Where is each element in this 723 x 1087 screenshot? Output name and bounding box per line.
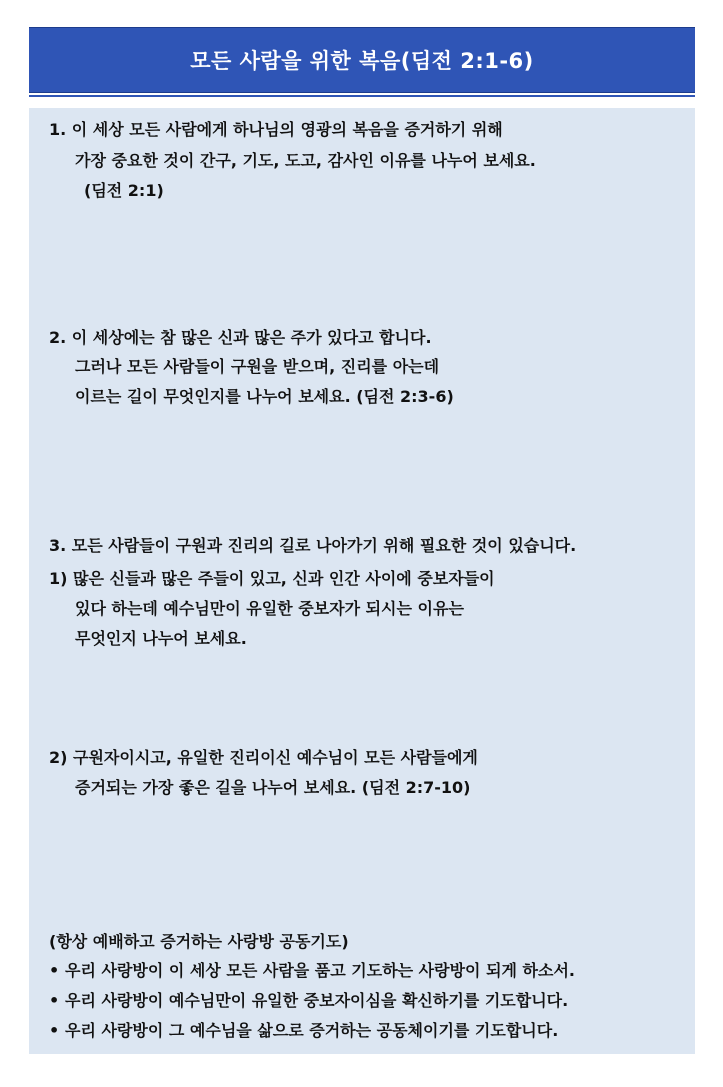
title-underline <box>29 95 695 97</box>
prayer-item-text: 우리 사랑방이 그 예수님을 삶으로 증거하는 공동체이기를 기도합니다. <box>65 1021 559 1040</box>
question-3-sub-2-line-2: 증거되는 가장 좋은 길을 나누어 보세요. (딤전 2:7-10) <box>75 778 471 797</box>
question-3-intro: 3. 모든 사람들이 구원과 진리의 길로 나아가기 위해 필요한 것이 있습니다. <box>49 536 577 555</box>
question-3-sub-1-line-3: 무엇인지 나누어 보세요. <box>75 629 247 648</box>
question-1-line-1: 1. 이 세상 모든 사람에게 하나님의 영광의 복음을 증거하기 위해 <box>49 120 503 139</box>
question-1-reference: (딤전 2:1) <box>84 181 164 200</box>
prayer-item <box>49 961 575 981</box>
bullet-icon: • <box>49 1021 60 1040</box>
prayer-item-text: 우리 사랑방이 이 세상 모든 사람을 품고 기도하는 사랑방이 되게 하소서. <box>65 961 576 980</box>
bullet-icon: • <box>49 961 60 980</box>
question-1-line-2: 가장 중요한 것이 간구, 기도, 도고, 감사인 이유를 나누어 보세요. <box>75 151 536 170</box>
prayer-item <box>49 991 568 1011</box>
question-3-sub-2-line-1: 2) 구원자이시고, 유일한 진리이신 예수님이 모든 사람들에게 <box>49 748 478 767</box>
question-2-line-3: 이르는 길이 무엇인지를 나누어 보세요. (딤전 2:3-6) <box>75 387 454 406</box>
question-2-line-1: 2. 이 세상에는 참 많은 신과 많은 주가 있다고 합니다. <box>49 328 432 347</box>
question-2-line-2: 그러나 모든 사람들이 구원을 받으며, 진리를 아는데 <box>75 357 440 376</box>
prayer-item-text: 우리 사랑방이 예수님만이 유일한 중보자이심을 확신하기를 기도합니다. <box>65 991 569 1010</box>
title-bar <box>29 27 695 93</box>
page-title: 모든 사람을 위한 복음(딤전 2:1-6) <box>190 49 534 73</box>
prayer-item <box>49 1021 558 1041</box>
question-3-sub-1-line-1: 1) 많은 신들과 많은 주들이 있고, 신과 인간 사이에 중보자들이 <box>49 569 495 588</box>
question-3-sub-1-line-2: 있다 하는데 예수님만이 유일한 중보자가 되시는 이유는 <box>75 599 464 618</box>
bullet-icon: • <box>49 991 60 1010</box>
prayer-heading: (항상 예배하고 증거하는 사랑방 공동기도) <box>49 932 349 951</box>
